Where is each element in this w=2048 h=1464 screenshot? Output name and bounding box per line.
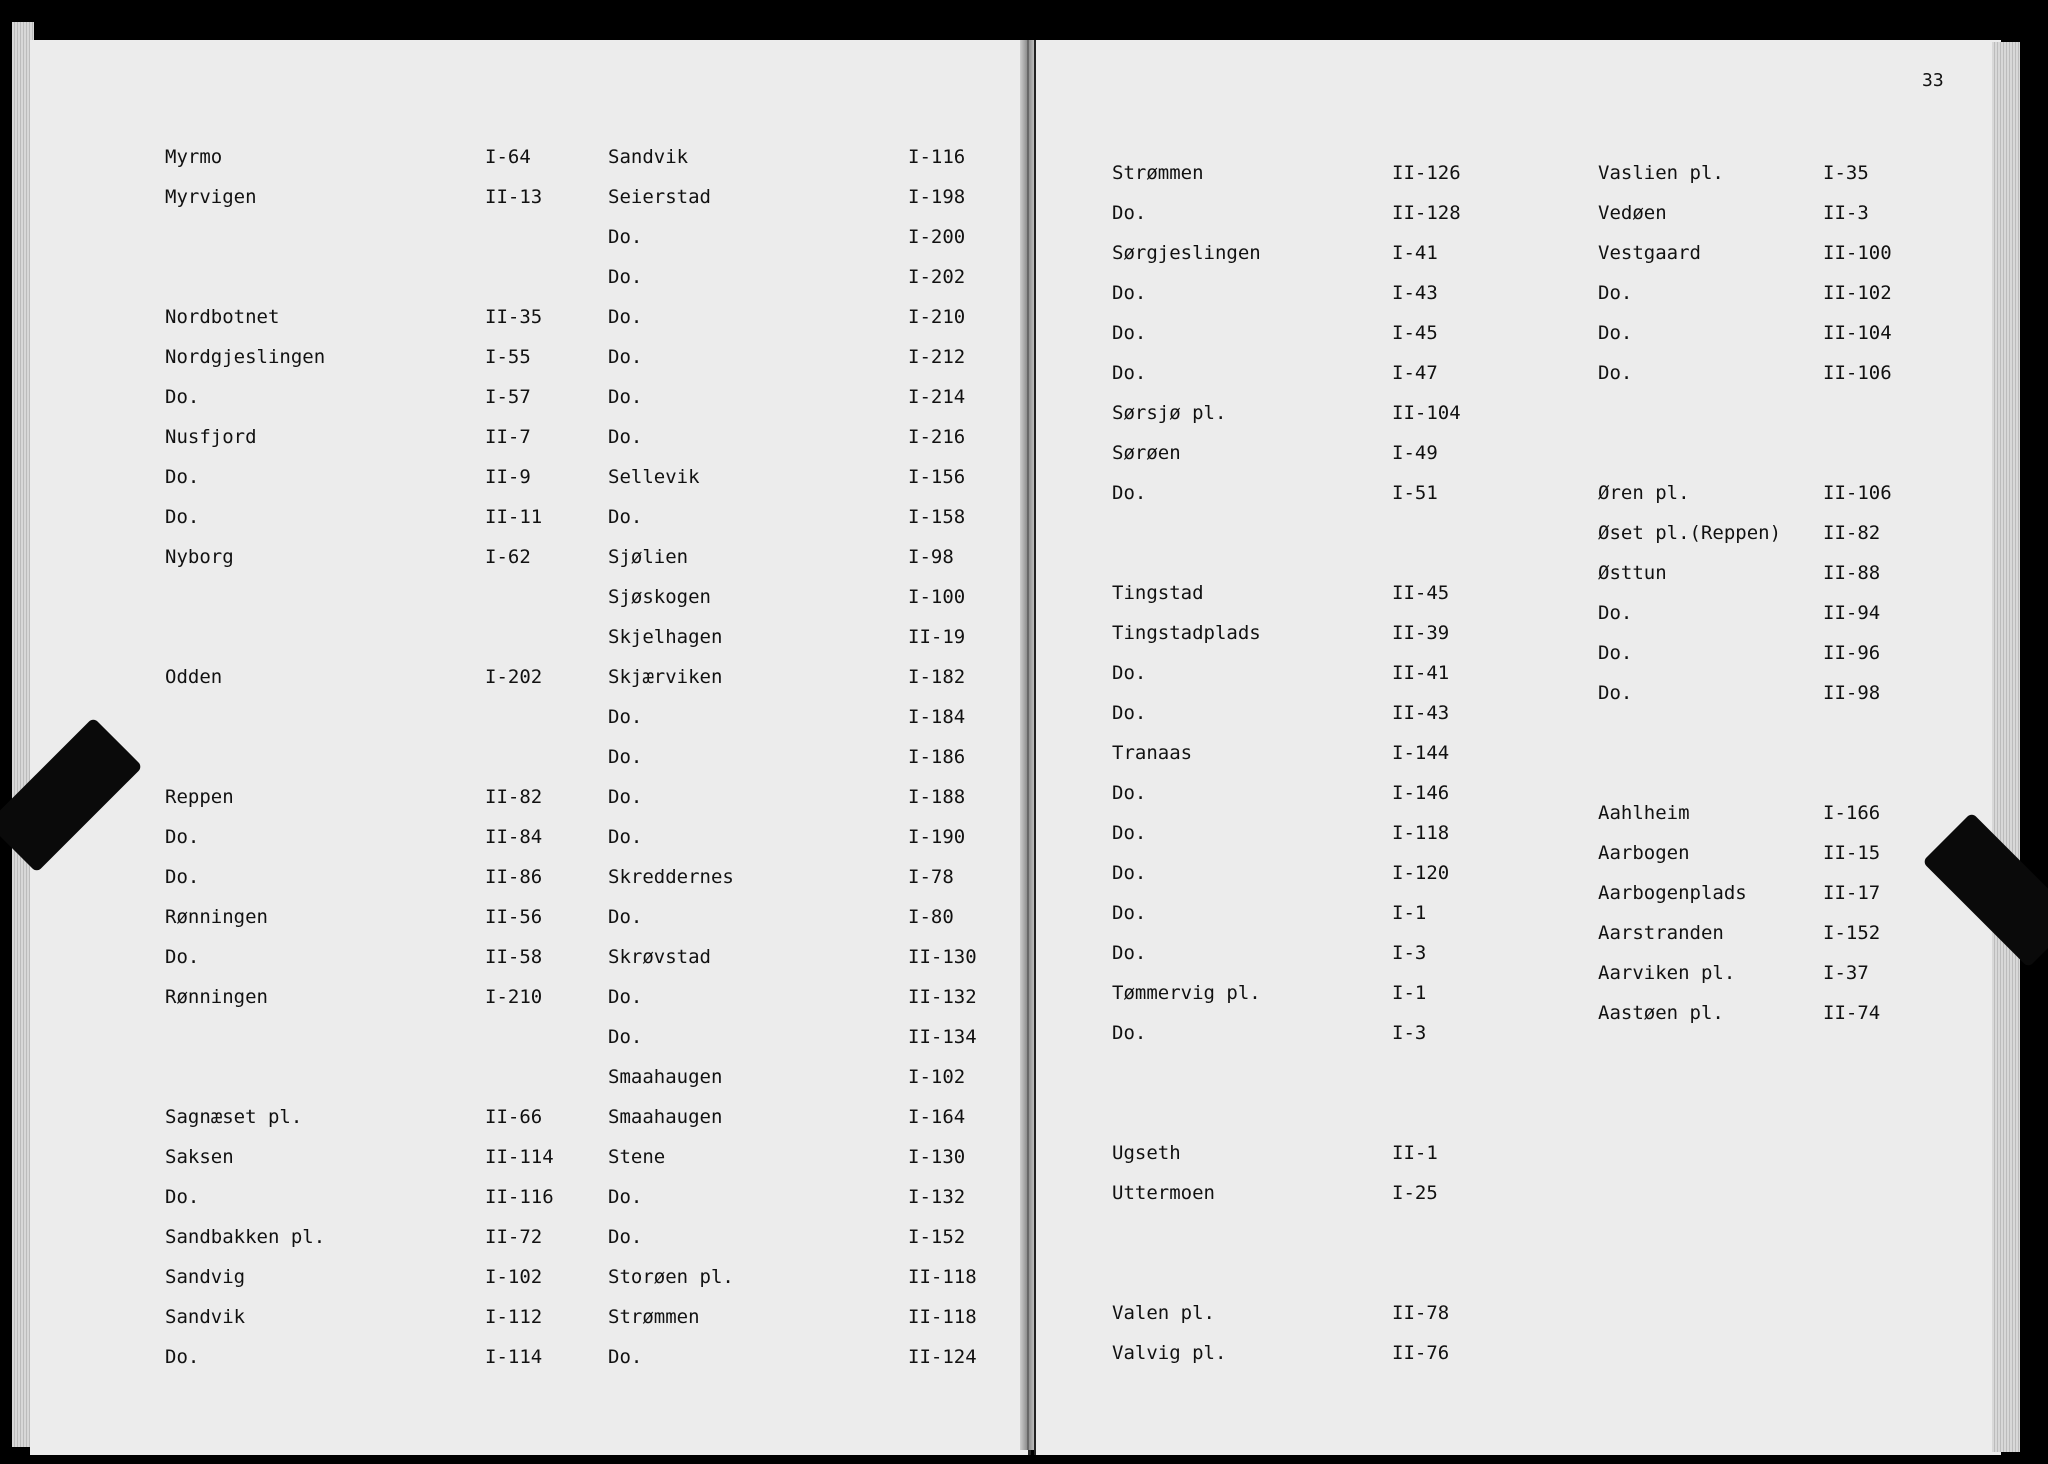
volume-reference: I-118 <box>1392 822 1450 844</box>
volume-reference: II-106 <box>1823 362 1892 384</box>
place-name: Do. <box>608 386 643 408</box>
volume-reference: II-1 <box>1392 1142 1438 1164</box>
volume-reference: II-17 <box>1823 882 1881 904</box>
place-name: Do. <box>1112 362 1147 384</box>
left-page <box>30 40 1031 1455</box>
volume-reference: I-112 <box>485 1306 543 1328</box>
right-page-edge <box>1992 42 2020 1452</box>
place-name: Sjølien <box>608 546 689 568</box>
place-name: Saksen <box>165 1146 234 1168</box>
volume-reference: I-120 <box>1392 862 1450 884</box>
place-name: Nyborg <box>165 546 234 568</box>
place-name: Do. <box>1598 322 1633 344</box>
volume-reference: I-45 <box>1392 322 1438 344</box>
place-name: Skjelhagen <box>608 626 723 648</box>
place-name: Do. <box>165 826 200 848</box>
volume-reference: II-114 <box>485 1146 554 1168</box>
place-name: Do. <box>608 506 643 528</box>
place-name: Do. <box>608 1226 643 1248</box>
volume-reference: II-11 <box>485 506 543 528</box>
place-name: Do. <box>1112 702 1147 724</box>
volume-reference: I-102 <box>485 1266 543 1288</box>
volume-reference: I-51 <box>1392 482 1438 504</box>
volume-reference: II-118 <box>908 1266 977 1288</box>
volume-reference: I-1 <box>1392 982 1427 1004</box>
place-name: Do. <box>1112 902 1147 924</box>
place-name: Do. <box>165 1186 200 1208</box>
volume-reference: I-64 <box>485 146 531 168</box>
place-name: Tranaas <box>1112 742 1193 764</box>
volume-reference: II-39 <box>1392 622 1450 644</box>
place-name: Do. <box>165 386 200 408</box>
volume-reference: II-100 <box>1823 242 1892 264</box>
volume-reference: II-132 <box>908 986 977 1008</box>
volume-reference: I-37 <box>1823 962 1869 984</box>
volume-reference: I-100 <box>908 586 966 608</box>
place-name: Do. <box>608 1346 643 1368</box>
place-name: Do. <box>608 826 643 848</box>
volume-reference: I-98 <box>908 546 954 568</box>
place-name: Do. <box>1112 662 1147 684</box>
volume-reference: I-214 <box>908 386 966 408</box>
volume-reference: I-35 <box>1823 162 1869 184</box>
volume-reference: I-216 <box>908 426 966 448</box>
volume-reference: I-212 <box>908 346 966 368</box>
volume-reference: I-116 <box>908 146 966 168</box>
volume-reference: II-134 <box>908 1026 977 1048</box>
place-name: Vaslien pl. <box>1598 162 1724 184</box>
volume-reference: I-152 <box>908 1226 966 1248</box>
page-number: 33 <box>1922 70 1944 91</box>
volume-reference: II-3 <box>1823 202 1869 224</box>
volume-reference: I-41 <box>1392 242 1438 264</box>
volume-reference: II-116 <box>485 1186 554 1208</box>
place-name: Aarviken pl. <box>1598 962 1736 984</box>
volume-reference: I-144 <box>1392 742 1450 764</box>
place-name: Do. <box>165 946 200 968</box>
volume-reference: II-56 <box>485 906 543 928</box>
volume-reference: I-184 <box>908 706 966 728</box>
place-name: Valen pl. <box>1112 1302 1215 1324</box>
volume-reference: I-102 <box>908 1066 966 1088</box>
place-name: Odden <box>165 666 223 688</box>
volume-reference: I-78 <box>908 866 954 888</box>
volume-reference: I-49 <box>1392 442 1438 464</box>
place-name: Sandvik <box>165 1306 246 1328</box>
place-name: Valvig pl. <box>1112 1342 1227 1364</box>
volume-reference: II-58 <box>485 946 543 968</box>
place-name: Strømmen <box>608 1306 700 1328</box>
place-name: Myrmo <box>165 146 223 168</box>
volume-reference: II-86 <box>485 866 543 888</box>
place-name: Ugseth <box>1112 1142 1181 1164</box>
place-name: Sagnæset pl. <box>165 1106 303 1128</box>
place-name: Do. <box>1598 682 1633 704</box>
place-name: Aarbogen <box>1598 842 1690 864</box>
place-name: Strømmen <box>1112 162 1204 184</box>
place-name: Sørsjø pl. <box>1112 402 1227 424</box>
volume-reference: I-80 <box>908 906 954 928</box>
volume-reference: II-96 <box>1823 642 1881 664</box>
place-name: Do. <box>608 906 643 928</box>
place-name: Tømmervig pl. <box>1112 982 1261 1004</box>
volume-reference: II-72 <box>485 1226 543 1248</box>
volume-reference: II-102 <box>1823 282 1892 304</box>
place-name: Øren pl. <box>1598 482 1690 504</box>
place-name: Smaahaugen <box>608 1106 723 1128</box>
place-name: Do. <box>1598 282 1633 304</box>
volume-reference: II-74 <box>1823 1002 1881 1024</box>
place-name: Sørøen <box>1112 442 1181 464</box>
place-name: Myrvigen <box>165 186 257 208</box>
volume-reference: I-62 <box>485 546 531 568</box>
place-name: Aahlheim <box>1598 802 1690 824</box>
volume-reference: I-166 <box>1823 802 1881 824</box>
volume-reference: I-188 <box>908 786 966 808</box>
place-name: Do. <box>165 1346 200 1368</box>
volume-reference: I-132 <box>908 1186 966 1208</box>
volume-reference: II-128 <box>1392 202 1461 224</box>
volume-reference: II-124 <box>908 1346 977 1368</box>
volume-reference: I-202 <box>908 266 966 288</box>
volume-reference: I-47 <box>1392 362 1438 384</box>
volume-reference: I-164 <box>908 1106 966 1128</box>
volume-reference: II-45 <box>1392 582 1450 604</box>
place-name: Do. <box>1112 942 1147 964</box>
volume-reference: I-210 <box>485 986 543 1008</box>
place-name: Do. <box>1112 782 1147 804</box>
volume-reference: II-76 <box>1392 1342 1450 1364</box>
volume-reference: II-130 <box>908 946 977 968</box>
volume-reference: I-130 <box>908 1146 966 1168</box>
volume-reference: II-41 <box>1392 662 1450 684</box>
place-name: Sandvig <box>165 1266 246 1288</box>
volume-reference: II-9 <box>485 466 531 488</box>
volume-reference: I-190 <box>908 826 966 848</box>
place-name: Do. <box>1112 282 1147 304</box>
place-name: Sellevik <box>608 466 700 488</box>
volume-reference: II-104 <box>1823 322 1892 344</box>
volume-reference: I-25 <box>1392 1182 1438 1204</box>
place-name: Do. <box>1598 362 1633 384</box>
place-name: Do. <box>1112 1022 1147 1044</box>
place-name: Do. <box>1598 602 1633 624</box>
place-name: Sandbakken pl. <box>165 1226 326 1248</box>
volume-reference: I-186 <box>908 746 966 768</box>
volume-reference: I-158 <box>908 506 966 528</box>
place-name: Sjøskogen <box>608 586 711 608</box>
place-name: Nordgjeslingen <box>165 346 326 368</box>
volume-reference: II-104 <box>1392 402 1461 424</box>
volume-reference: II-98 <box>1823 682 1881 704</box>
volume-reference: II-82 <box>1823 522 1881 544</box>
volume-reference: II-13 <box>485 186 543 208</box>
place-name: Smaahaugen <box>608 1066 723 1088</box>
place-name: Tingstadplads <box>1112 622 1261 644</box>
volume-reference: II-88 <box>1823 562 1881 584</box>
volume-reference: I-210 <box>908 306 966 328</box>
place-name: Aarbogenplads <box>1598 882 1747 904</box>
place-name: Skrøvstad <box>608 946 711 968</box>
place-name: Do. <box>608 266 643 288</box>
place-name: Do. <box>608 426 643 448</box>
place-name: Reppen <box>165 786 234 808</box>
place-name: Øset pl.(Reppen) <box>1598 522 1782 544</box>
volume-reference: I-152 <box>1823 922 1881 944</box>
volume-reference: I-200 <box>908 226 966 248</box>
place-name: Uttermoen <box>1112 1182 1215 1204</box>
volume-reference: II-94 <box>1823 602 1881 624</box>
place-name: Do. <box>608 746 643 768</box>
volume-reference: I-146 <box>1392 782 1450 804</box>
place-name: Do. <box>608 1186 643 1208</box>
volume-reference: II-15 <box>1823 842 1881 864</box>
place-name: Vedøen <box>1598 202 1667 224</box>
volume-reference: I-182 <box>908 666 966 688</box>
volume-reference: I-55 <box>485 346 531 368</box>
place-name: Aastøen pl. <box>1598 1002 1724 1024</box>
volume-reference: II-78 <box>1392 1302 1450 1324</box>
place-name: Do. <box>1112 862 1147 884</box>
place-name: Sørgjeslingen <box>1112 242 1261 264</box>
volume-reference: II-82 <box>485 786 543 808</box>
place-name: Do. <box>608 786 643 808</box>
volume-reference: II-7 <box>485 426 531 448</box>
volume-reference: I-3 <box>1392 942 1427 964</box>
volume-reference: I-3 <box>1392 1022 1427 1044</box>
place-name: Seierstad <box>608 186 711 208</box>
volume-reference: I-198 <box>908 186 966 208</box>
volume-reference: II-66 <box>485 1106 543 1128</box>
volume-reference: I-114 <box>485 1346 543 1368</box>
place-name: Do. <box>165 506 200 528</box>
place-name: Do. <box>1598 642 1633 664</box>
place-name: Do. <box>1112 482 1147 504</box>
place-name: Do. <box>608 306 643 328</box>
volume-reference: II-43 <box>1392 702 1450 724</box>
place-name: Tingstad <box>1112 582 1204 604</box>
volume-reference: I-202 <box>485 666 543 688</box>
place-name: Do. <box>1112 822 1147 844</box>
place-name: Rønningen <box>165 986 268 1008</box>
place-name: Vestgaard <box>1598 242 1701 264</box>
volume-reference: I-43 <box>1392 282 1438 304</box>
place-name: Storøen pl. <box>608 1266 734 1288</box>
place-name: Nordbotnet <box>165 306 280 328</box>
place-name: Do. <box>1112 322 1147 344</box>
volume-reference: II-106 <box>1823 482 1892 504</box>
place-name: Do. <box>608 986 643 1008</box>
place-name: Skjærviken <box>608 666 723 688</box>
place-name: Nusfjord <box>165 426 257 448</box>
volume-reference: II-126 <box>1392 162 1461 184</box>
volume-reference: II-118 <box>908 1306 977 1328</box>
volume-reference: II-35 <box>485 306 543 328</box>
place-name: Rønningen <box>165 906 268 928</box>
place-name: Stene <box>608 1146 666 1168</box>
place-name: Do. <box>165 466 200 488</box>
place-name: Do. <box>608 226 643 248</box>
place-name: Do. <box>608 706 643 728</box>
right-page <box>1034 40 2001 1455</box>
volume-reference: I-1 <box>1392 902 1427 924</box>
place-name: Aarstranden <box>1598 922 1724 944</box>
place-name: Do. <box>608 1026 643 1048</box>
place-name: Do. <box>1112 202 1147 224</box>
place-name: Østtun <box>1598 562 1667 584</box>
place-name: Skreddernes <box>608 866 734 888</box>
place-name: Do. <box>608 346 643 368</box>
place-name: Do. <box>165 866 200 888</box>
volume-reference: I-57 <box>485 386 531 408</box>
volume-reference: II-84 <box>485 826 543 848</box>
volume-reference: II-19 <box>908 626 966 648</box>
place-name: Sandvik <box>608 146 689 168</box>
volume-reference: I-156 <box>908 466 966 488</box>
